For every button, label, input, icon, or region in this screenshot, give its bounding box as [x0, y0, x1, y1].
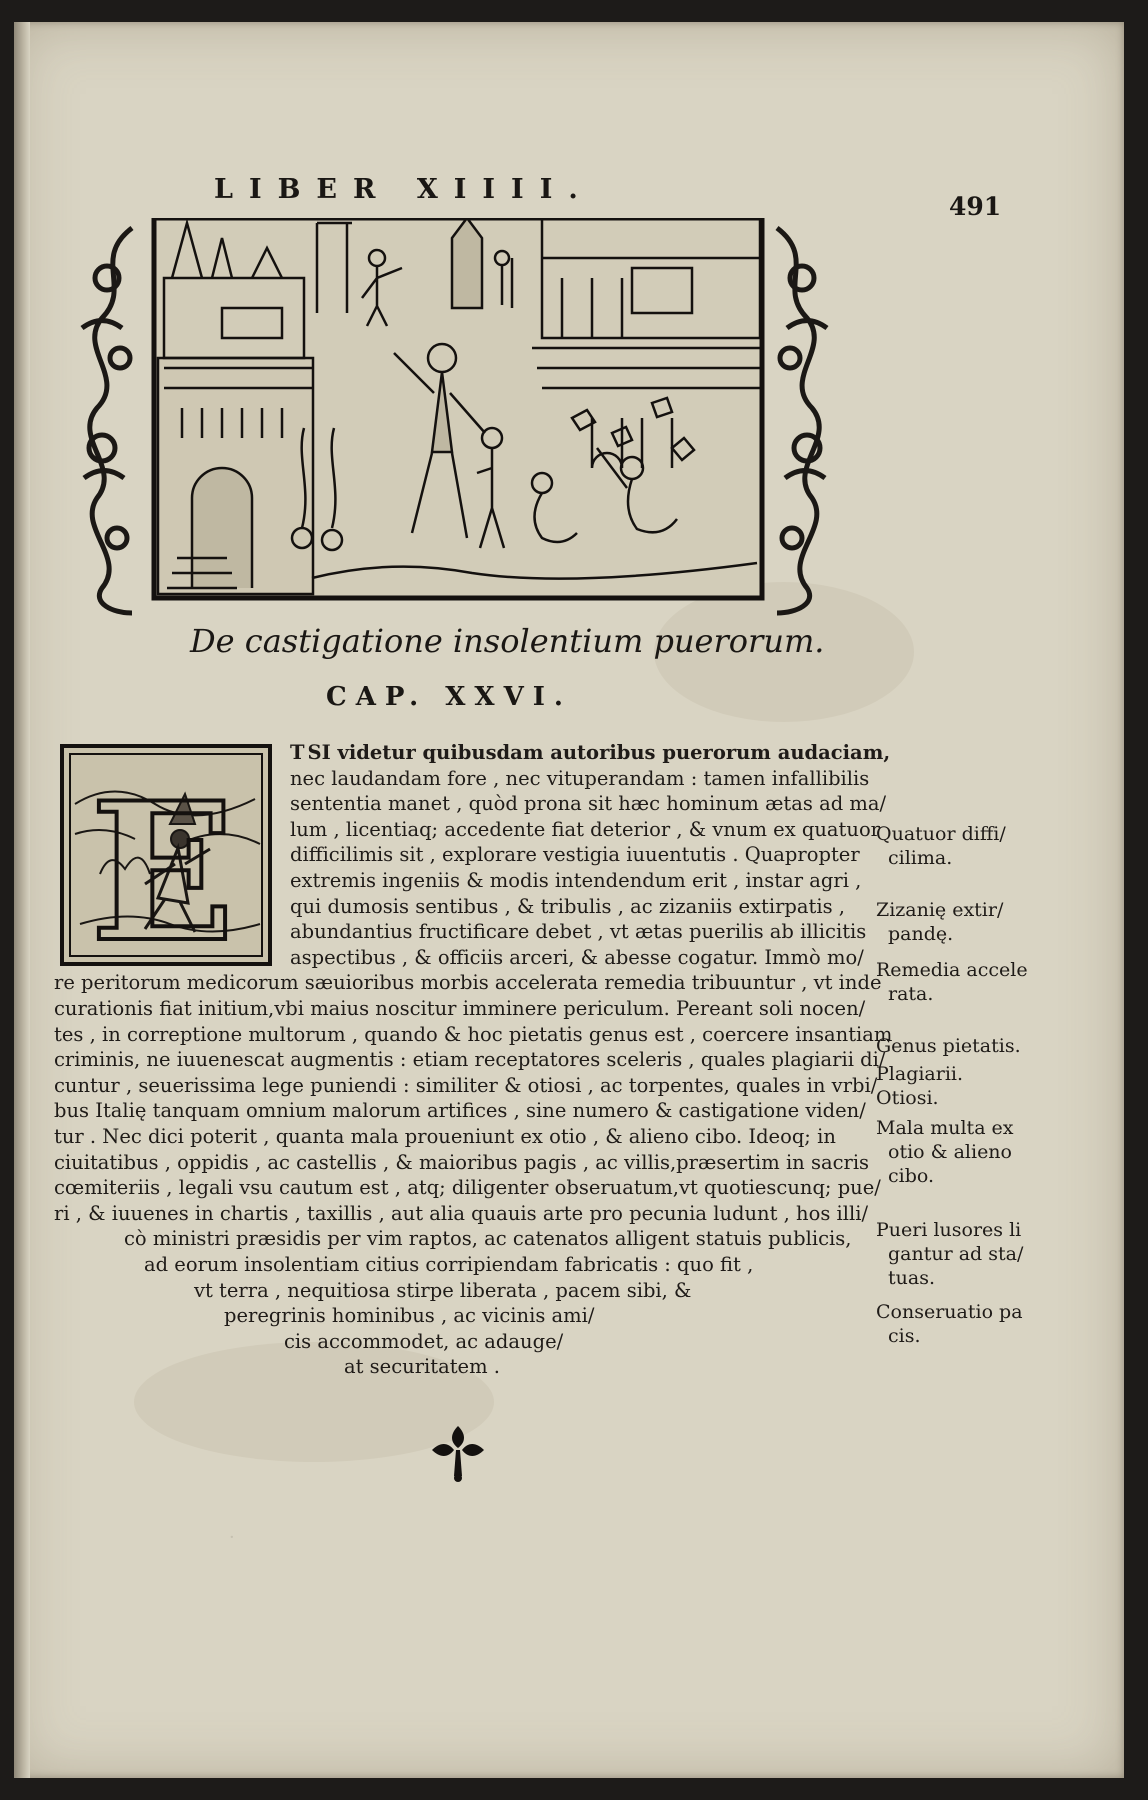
text-line: extremis ingeniis & modis intendendum erit , instar agri ,: [290, 869, 862, 892]
text-line: curationis fiat initium,vbi maius noscitur imminere periculum. Pereant soli nocen/: [54, 997, 866, 1020]
marginal-note: [876, 1116, 1056, 1188]
text-line: cò ministri præsidis per vim raptos, ac catenatos alligent statuis publicis,: [124, 1227, 852, 1251]
text-line: at securitatem .: [344, 1355, 500, 1379]
chapter-number: CAP. XXVI.: [326, 682, 572, 712]
marginal-note-line: Remedia accele: [876, 959, 1028, 981]
fleuron-ornament: [426, 1420, 490, 1484]
text-line: cuntur , seuerissima lege puniendi : similiter & otiosi , ac torpentes, quales in vrbi/: [54, 1073, 878, 1097]
marginal-note: [876, 1062, 1056, 1086]
running-head: LIBER XIIII.: [214, 174, 594, 205]
marginal-note-line: pandę.: [888, 923, 954, 945]
chapter-body: [54, 740, 893, 1400]
text-line: nec laudandam fore , nec vituperandam : tamen infallibilis: [290, 766, 870, 790]
marginal-note: [876, 1086, 1056, 1110]
text-line: peregrinis hominibus , ac vicinis ami/: [224, 1304, 595, 1328]
marginal-note-line: cibo.: [888, 1165, 935, 1187]
woodcut-illustration: [72, 218, 862, 618]
marginal-note-line: gantur ad sta/: [888, 1243, 1024, 1265]
text-line: difficilimis sit , explorare vestigia iuuentutis . Quapropter: [290, 843, 860, 867]
text-line: tes , in correptione multorum , quando & hoc pietatis genus est , coercere insantiam: [54, 1022, 893, 1046]
text-line: lum , licentiaq; accedente fiat deterior , & vnum ex quatuor: [290, 817, 881, 841]
show-through-text: ·: [229, 1527, 243, 1548]
right-ornament: [777, 228, 827, 613]
chapter-title: De castigatione insolentium puerorum.: [190, 622, 825, 660]
text-line: sententia manet , quòd prona sit hæc hominum ætas ad ma/: [290, 792, 887, 816]
book-page: [14, 22, 1124, 1778]
marginal-note: [876, 1034, 1056, 1058]
marginal-note-line: Mala multa ex: [876, 1117, 1014, 1139]
marginal-notes: [876, 822, 1066, 1362]
marginal-note-line: Otiosi.: [876, 1087, 939, 1109]
marginal-note: [876, 898, 1056, 946]
marginal-note-line: Plagiarii.: [876, 1063, 964, 1085]
text-line: tur . Nec dici poterit , quanta mala proueniunt ex otio , & alieno cibo. Ideoq; in: [54, 1125, 836, 1148]
text-line: cis accommodet, ac adauge/: [284, 1329, 564, 1353]
text-line: abundantius fructificare debet , vt ætas puerilis ab illicitis: [290, 920, 867, 944]
initial-letter-shape: E: [90, 761, 235, 966]
text-line: criminis, ne iuuenescat augmentis : etiam receptatores sceleris , quales plagiarii di/: [54, 1048, 886, 1072]
text-line: ad eorum insolentiam citius corripiendam fabricatis : quo fit ,: [144, 1253, 754, 1276]
marginal-note-line: otio & alieno: [888, 1141, 1012, 1163]
marginal-note: [876, 1300, 1056, 1348]
marginal-note-line: cilima.: [888, 847, 953, 869]
marginal-note-line: Pueri lusores li: [876, 1219, 1022, 1241]
marginal-note-line: Quatuor diffi/: [876, 823, 1006, 845]
left-ornament: [82, 228, 132, 613]
text-line: TSI videtur quibusdam autoribus puerorum audaciam,: [290, 741, 891, 764]
text-line: vt terra , nequitiosa stirpe liberata , pacem sibi, &: [194, 1278, 692, 1302]
page-gutter: [14, 22, 30, 1778]
text-line: ri , & iuuenes in chartis , taxillis , aut alia quauis arte pro pecunia ludunt , hos illi/: [54, 1201, 869, 1225]
marginal-note-line: Conseruatio pa: [876, 1301, 1023, 1323]
marginal-note-line: Zizanię extir/: [876, 899, 1004, 921]
text-line: ciuitatibus , oppidis , ac castellis , & maioribus pagis , ac villis,præsertim in sacris: [54, 1150, 870, 1174]
text-line: bus Italię tanquam omnium malorum artifices , sine numero & castigatione viden/: [54, 1099, 866, 1123]
marginal-note: [876, 1218, 1056, 1290]
marginal-note: [876, 822, 1056, 870]
text-line: cœmiteriis , legali vsu cautum est , atq; diligenter obseruatum,vt quotiescunq; pue/: [54, 1176, 881, 1200]
marginal-note-line: tuas.: [888, 1267, 935, 1289]
marginal-note-line: rata.: [888, 983, 934, 1005]
text-line: aspectibus , & officiis arceri, & abesse cogatur. Immò mo/: [290, 945, 864, 969]
marginal-note: [876, 958, 1056, 1006]
text-line: qui dumosis sentibus , & tribulis , ac zizaniis extirpatis ,: [290, 894, 845, 918]
marginal-note-line: Genus pietatis.: [876, 1035, 1021, 1057]
folio-number: 491: [949, 192, 1002, 221]
marginal-note-line: cis.: [888, 1325, 921, 1347]
text-line: re peritorum medicorum sæuioribus morbis accelerata remedia tribuuntur , vt inde: [54, 971, 882, 995]
